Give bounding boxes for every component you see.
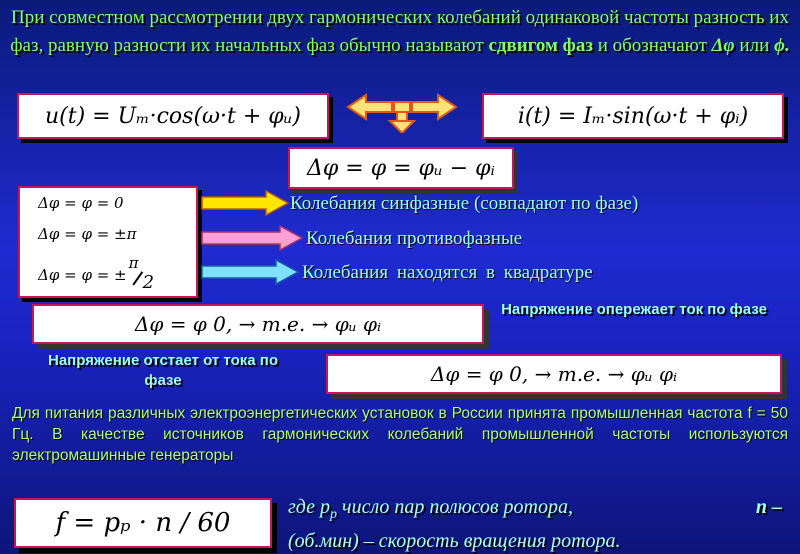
frequency-formula: f = pₚ · n / 60 <box>14 498 272 548</box>
slide-title: При совместном рассмотрении двух гармонических колебаний одинаковой частоты разность их фаз, равную разности их начальных фаз обычно называют сдвигом фаз и обозначают Δφ или ϕ. <box>10 7 790 56</box>
current-formula: i(t) = Iₘ·sin(ω·t + φᵢ) <box>482 93 784 139</box>
term-phase-shift: сдвигом фаз <box>488 35 593 56</box>
phase-difference-formula: Δφ = φ = φᵤ − φᵢ <box>288 147 514 189</box>
arrow-sync-icon <box>200 190 290 216</box>
voltage-lag-formula: Δφ = φ 0, → т.е. → φᵤ φᵢ <box>326 354 782 394</box>
quadrature-label: Колебания находятся в квадратуре <box>302 262 593 283</box>
voltage-lead-label: Напряжение опережает ток по фазе <box>501 301 767 318</box>
quadrature-formula: Δφ = φ = ± π 2 <box>38 254 155 293</box>
double-arrow-icon <box>346 93 458 133</box>
sync-label: Колебания синфазные (совпадают по фазе) <box>290 193 639 214</box>
industrial-frequency-paragraph: Для питания различных электроэнергетических установок в России принята промышленная частота f = 50 Гц. В качестве источников гармонических колебаний промышленной частоты используются электромашинные генераторы <box>12 405 788 464</box>
arrow-quadrature-icon <box>200 259 300 285</box>
voltage-lead-formula: Δφ = φ 0, → т.е. → φᵤ φᵢ <box>32 304 484 344</box>
footnote <box>288 494 788 554</box>
sync-formula: Δφ = φ = 0 <box>38 194 124 212</box>
antiphase-formula: Δφ = φ = ±π <box>38 225 137 243</box>
antiphase-label: Колебания противофазные <box>306 228 523 249</box>
footnote-line-2: (об.мин) – скорость вращения ротора. <box>288 530 621 552</box>
voltage-lag-label: Напряжение отстает от тока по фазе <box>47 352 278 389</box>
phase-cases-box <box>18 186 198 298</box>
footnote-line-1: где $p_p$ число пар полюсов ротора, n – <box>288 496 782 522</box>
arrow-antiphase-icon <box>200 225 304 251</box>
voltage-formula: u(t) = Uₘ·cos(ω·t + φᵤ) <box>17 93 329 139</box>
